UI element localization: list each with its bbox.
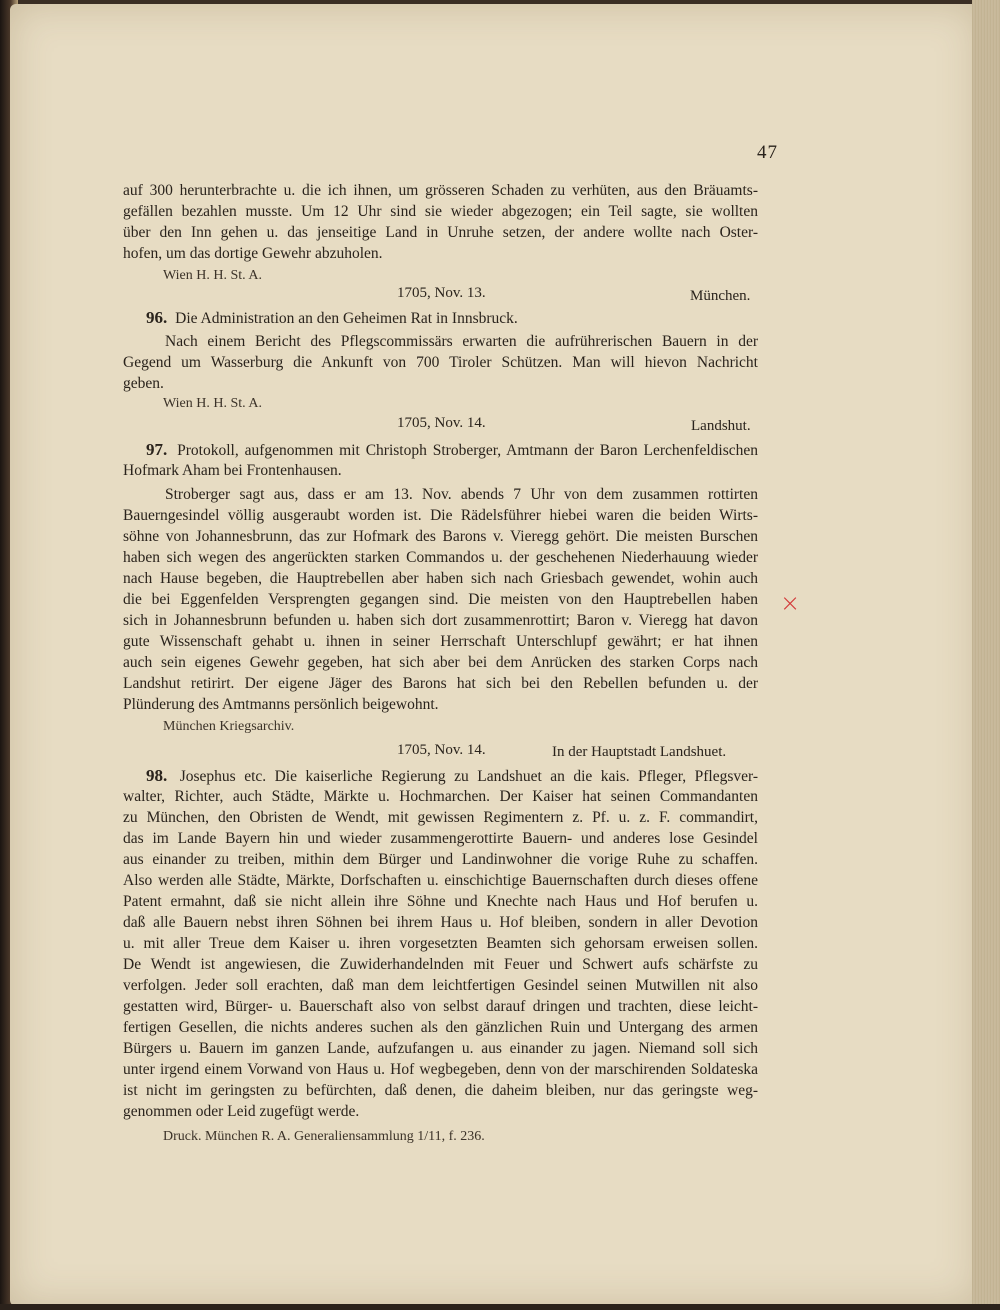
source-note: Wien H. H. St. A. bbox=[163, 268, 262, 283]
doc-date: 1705, Nov. 13. bbox=[397, 285, 486, 301]
doc-title-cont: Hofmark Aham bei Frontenhausen. bbox=[123, 462, 342, 479]
text-line: Bauerngesindel völlig ausgeraubt worden ist. Die Rädelsführer hiebei waren die beiden Wirts- bbox=[123, 507, 758, 524]
doc-heading bbox=[146, 765, 758, 787]
doc-number: 97. bbox=[146, 440, 168, 459]
page-number: 47 bbox=[757, 142, 778, 163]
text-line: genommen oder Leid zugefügt werde. bbox=[123, 1103, 360, 1120]
doc-number: 98. bbox=[146, 766, 168, 785]
page-edges bbox=[972, 0, 1000, 1310]
text-line: nach Hause begeben, die Hauptrebellen aber haben sich nach Griesbach gewendet, wohin auch bbox=[123, 570, 758, 587]
doc-date: 1705, Nov. 14. bbox=[397, 742, 486, 758]
text-line: gute Wissenschaft gehabt u. ihnen in seiner Herrschaft Unterschlupf gewährt; er hat ihnen bbox=[123, 633, 758, 650]
text-line: söhne von Johannesbrunn, das zur Hofmark des Barons v. Vieregg gehört. Die meisten Burschen bbox=[123, 528, 758, 545]
text-line: Gegend um Wasserburg die Ankunft von 700 Tiroler Schützen. Man will hievon Nachricht bbox=[123, 354, 758, 371]
doc-heading bbox=[146, 307, 518, 329]
text-line: Stroberger sagt aus, dass er am 13. Nov. abends 7 Uhr von dem zusammen rottirten bbox=[165, 486, 758, 503]
text-line: geben. bbox=[123, 375, 164, 392]
text-line: daß alle Bauern nebst ihren Söhnen bei ihrem Haus u. Hof bleiben, sondern in aller Devotion bbox=[123, 914, 758, 931]
text-line: walter, Richter, auch Städte, Märkte u. Hochmarchen. Der Kaiser hat seinen Commandanten bbox=[123, 788, 758, 805]
red-x-margin-mark: × bbox=[780, 589, 801, 617]
doc-number: 96. bbox=[146, 308, 168, 327]
doc-place: Landshut. bbox=[691, 418, 751, 434]
text-line: sich in Johannesbrunn befunden u. haben sich dort zusammenrottirt; Baron v. Vieregg hat davon bbox=[123, 612, 758, 629]
text-line: haben sich wegen des angerückten starken Commandos u. der geschehenen Niederhauung wieder bbox=[123, 549, 758, 566]
text-line: aus einander zu treiben, mithin dem Bürger und Landinwohner die vorige Ruhe zu schaffen. bbox=[123, 851, 758, 868]
source-note: Wien H. H. St. A. bbox=[163, 396, 262, 411]
text-line: gefällen bezahlen musste. Um 12 Uhr sind sie wieder abgezogen; ein Teil sagte, sie wollten bbox=[123, 203, 758, 220]
doc-heading bbox=[146, 439, 758, 461]
book-bottom-edge bbox=[0, 1304, 1000, 1310]
text-line: ist nicht im geringsten zu befürchten, daß denen, die daheim bleiben, nur das geringste weg- bbox=[123, 1082, 758, 1099]
text-line: Plünderung des Amtmanns persönlich beigewohnt. bbox=[123, 696, 439, 713]
doc-place: In der Hauptstadt Landshuet. bbox=[552, 744, 727, 760]
source-note: München Kriegsarchiv. bbox=[163, 719, 295, 734]
text-line: unter irgend einem Vorwand von Haus u. Hof wegbegeben, denn von der marschirenden Soldateska bbox=[123, 1061, 758, 1078]
doc-date: 1705, Nov. 14. bbox=[397, 415, 486, 431]
doc-place: München. bbox=[690, 288, 751, 304]
text-line: hofen, um das dortige Gewehr abzuholen. bbox=[123, 245, 383, 262]
doc-title: Protokoll, aufgenommen mit Christoph Stroberger, Amtmann der Baron Lerchenfeldischen bbox=[177, 442, 758, 459]
text-line: die bei Eggenfelden Versprengten gegangen sind. Die meisten von den Hauptrebellen haben bbox=[123, 591, 758, 608]
text-line: Also werden alle Städte, Märkte, Dorfschaften u. einschichtige Bauernschaften durch dieses offene bbox=[123, 872, 758, 889]
text-line: Nach einem Bericht des Pflegscommissärs erwarten die aufrührerischen Bauern in der bbox=[165, 333, 758, 350]
source-note: Druck. München R. A. Generaliensammlung 1/11, f. 236. bbox=[163, 1129, 485, 1144]
text-line: das im Lande Bayern hin und wieder zusammengerottirte Bauern- und anderes lose Gesindel bbox=[123, 830, 758, 847]
text-line: Patent ermahnt, daß sie nicht allein ihre Söhne und Knechte nach Haus und Hof berufen u. bbox=[123, 893, 758, 910]
text-line: gestatten wird, Bürger- u. Bauerschaft also von selbst darauf dringen und trachten, diese leicht- bbox=[123, 998, 758, 1015]
text-line: u. mit aller Treue dem Kaiser u. ihren vorgesetzten Beamten sich gehorsam erweisen sollen. bbox=[123, 935, 758, 952]
text-line: über den Inn gehen u. das jenseitige Land in Unruhe setzen, der andere wollte nach Oster- bbox=[123, 224, 758, 241]
text-line: zu München, den Obristen de Wendt, mit gewissen Regimentern z. Pf. u. z. F. commandirt, bbox=[123, 809, 758, 826]
doc-title: Die Administration an den Geheimen Rat in Innsbruck. bbox=[175, 310, 518, 327]
text-line: De Wendt ist angewiesen, die Zuwiderhandelnden mit Feuer und Schwert aufs schärfste zu bbox=[123, 956, 758, 973]
text-line: auch sein eigenes Gewehr gegeben, hat sich aber bei dem Anrücken des starken Corps nach bbox=[123, 654, 758, 671]
text-line: verfolgen. Jeder soll erachten, daß man dem leichtfertigen Gesindel seinen Mutwillen nit also bbox=[123, 977, 758, 994]
text-line: auf 300 herunterbrachte u. die ich ihnen, um grösseren Schaden zu verhüten, aus den Bräuamts- bbox=[123, 182, 758, 199]
text-line: Bürgers u. Bauern im ganzen Lande, aufzufangen u. aus einander zu jagen. Niemand soll sich bbox=[123, 1040, 758, 1057]
text-line: Landshut retirirt. Der eigene Jäger des Barons hat sich bei den Rebellen befunden u. der bbox=[123, 675, 758, 692]
doc-first-line: Josephus etc. Die kaiserliche Regierung zu Landshuet an die kais. Pfleger, Pflegsver- bbox=[179, 768, 758, 785]
text-line: fertigen Gesellen, die nichts anderes suchen als den gänzlichen Ruin und Untergang des armen bbox=[123, 1019, 758, 1036]
